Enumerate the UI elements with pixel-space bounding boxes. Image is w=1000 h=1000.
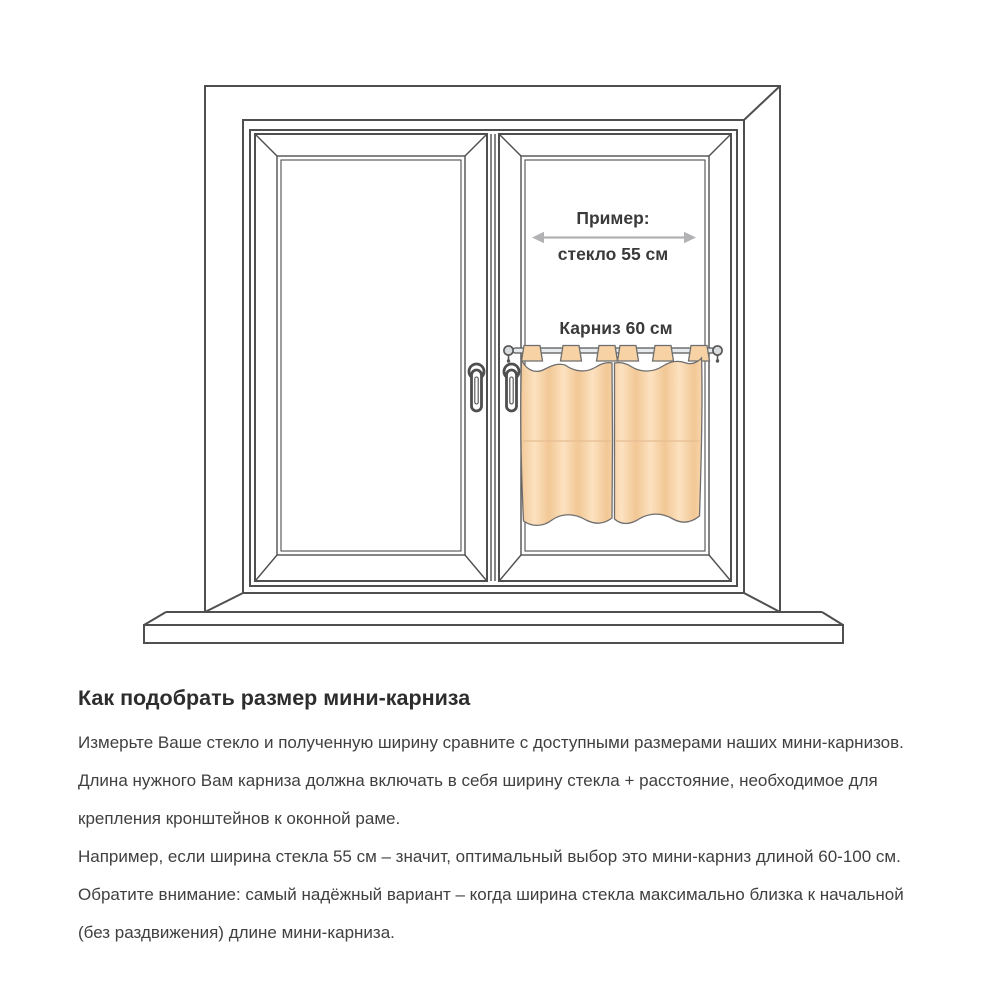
right-sash-handle <box>504 364 519 411</box>
measurement-arrow <box>532 232 696 244</box>
paragraph-measure-glass <box>78 724 908 838</box>
paragraph-line: крепления кронштейнов к оконной раме. <box>78 809 401 828</box>
glass-size-label: стекло 55 см <box>557 244 669 264</box>
rod-finial-right <box>713 346 722 363</box>
paragraph-line: Например, если ширина стекла 55 см – значит, оптимальный выбор это мини-карниз длиной 60-100 см. <box>78 847 901 866</box>
article-section <box>0 685 1000 952</box>
curtain-tab <box>561 346 582 362</box>
paragraph-example <box>78 838 908 952</box>
curtain-tab <box>653 346 674 362</box>
curtain-left-panel <box>521 360 613 525</box>
section-heading: Как подобрать размер мини-карниза <box>78 686 471 710</box>
paragraph-line: Обратите внимание: самый надёжный вариант – когда ширина стекла максимально близка к начальной <box>78 885 904 904</box>
window-sill <box>144 612 843 643</box>
curtain-tab <box>597 346 618 362</box>
curtain-tab <box>522 346 543 362</box>
curtain <box>521 346 710 526</box>
paragraph-line: Измерьте Ваше стекло и полученную ширину сравните с доступными размерами наших мини-карнизов. <box>78 733 904 752</box>
rod-size-label: Карниз 60 см <box>559 318 673 338</box>
rod-finial-left <box>504 346 513 363</box>
curtain-tab <box>689 346 710 362</box>
left-sash-handle <box>469 364 484 411</box>
example-label: Пример: <box>576 208 650 228</box>
center-mullion <box>491 134 495 581</box>
paragraph-line: (без раздвижения) длине мини-карниза. <box>78 923 395 942</box>
curtain-tab <box>618 346 639 362</box>
left-sash <box>255 134 487 581</box>
paragraph-line: Длина нужного Вам карниза должна включать в себя ширину стекла + расстояние, необходимое для <box>78 771 878 790</box>
glass-measurement <box>532 208 696 264</box>
